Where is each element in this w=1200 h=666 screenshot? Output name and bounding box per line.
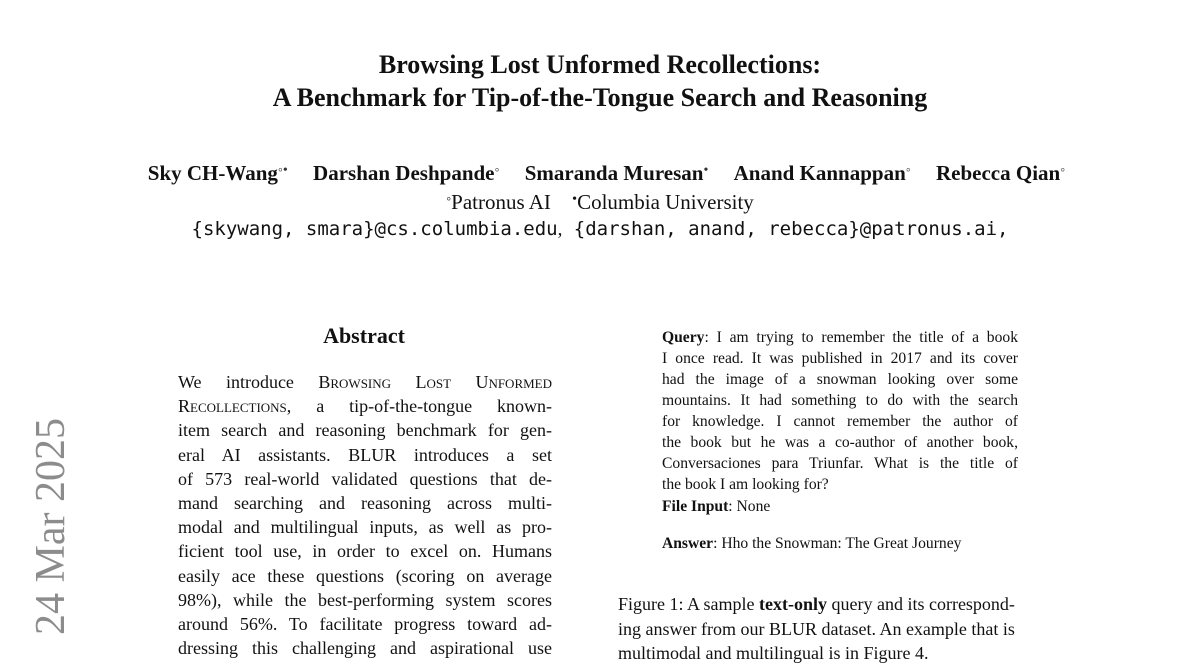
caption-text: query and its correspond- — [826, 594, 1015, 614]
figure-caption — [618, 592, 1038, 666]
abstract-body — [178, 370, 552, 660]
sc-rest: ost — [426, 372, 476, 392]
title-line-2: A Benchmark for Tip-of-the-Tongue Search and Reasoning — [272, 83, 928, 112]
paper-title — [0, 48, 1200, 114]
abstract-text: , a tip-of-the-tongue known- — [286, 396, 552, 417]
abstract-line: eral AI assistants. BLUR introduces a set — [178, 444, 552, 465]
figure-query — [662, 327, 1018, 495]
abstract-line: easily ace these questions (scoring on average — [178, 565, 552, 586]
affiliations — [0, 186, 1200, 216]
email-patronus: {darshan, anand, rebecca}@patronus.ai, — [573, 218, 1009, 240]
sc-initial: L — [415, 372, 427, 392]
abstract-heading: Abstract — [323, 323, 405, 348]
sc-initial: R — [178, 396, 191, 417]
figure-file-input — [662, 496, 770, 517]
affiliation-mark: ◦ — [494, 163, 500, 178]
query-label: Query — [662, 329, 705, 346]
title-line-1: Browsing Lost Unformed Recollections: — [378, 50, 822, 79]
author-name: Rebecca Qian — [936, 161, 1061, 185]
affiliation-patronus — [446, 190, 551, 214]
caption-line-1 — [618, 592, 1038, 617]
query-line: for knowledge. I cannot remember the author of — [662, 413, 1018, 430]
query-line: I once read. It was published in 2017 and its cover — [662, 350, 1018, 367]
affiliation-columbia — [572, 190, 754, 214]
abstract-line-2 — [178, 394, 552, 418]
answer-label: Answer — [662, 535, 714, 552]
author-name: Smaranda Muresan — [524, 161, 704, 185]
file-input-label: File Input — [662, 498, 729, 515]
figure-answer — [662, 533, 961, 554]
abstract-line: modal and multilingual inputs, as well as pro- — [178, 517, 552, 538]
query-line: Conversaciones para Triunfar. What is the title of — [662, 455, 1018, 472]
abstract-line: dressing this challenging and aspirational use — [178, 638, 552, 659]
author-emails — [0, 215, 1200, 244]
author-3 — [525, 161, 709, 185]
caption-line-2: ing answer from our BLUR dataset. An example that is — [618, 618, 1015, 639]
abstract-line: mand searching and reasoning across multi- — [178, 493, 552, 514]
caption-bold-text: text-only — [759, 594, 827, 614]
query-line-1 — [662, 327, 1018, 348]
query-text: : I am trying to remember the title of a book — [704, 329, 1018, 346]
abstract-line: ficient tool use, in order to excel on. Humans — [178, 541, 552, 562]
query-line: the book but he was a co-author of another book, — [662, 434, 1018, 451]
email-columbia: {skywang, smara}@cs.columbia.edu — [191, 218, 558, 240]
email-separator: , — [557, 219, 563, 240]
author-name: Sky CH-Wang — [147, 161, 278, 185]
file-input-value: : None — [728, 498, 771, 515]
answer-value: : Hho the Snowman: The Great Journey — [713, 535, 962, 552]
abstract-line: around 56%. To facilitate progress toward ad- — [178, 614, 552, 635]
abstract-line: item search and reasoning benchmark for gen- — [178, 420, 552, 441]
author-2 — [313, 161, 499, 185]
affiliation-mark: ◦• — [277, 163, 288, 178]
author-1 — [148, 161, 288, 185]
author-name: Anand Kannappan — [733, 161, 906, 185]
abstract-line: 98%), while the best-performing system scores — [178, 589, 552, 610]
abstract-line: of 573 real-world validated questions that de- — [178, 468, 552, 489]
sc-initial: U — [475, 372, 489, 392]
affiliation-mark: • — [703, 163, 709, 178]
affiliation-symbol: • — [572, 192, 578, 207]
author-list — [0, 157, 1200, 187]
affiliation-name: Columbia University — [577, 190, 754, 214]
affiliation-mark: ◦ — [1060, 163, 1066, 178]
sc-rest: ecollections — [190, 396, 287, 417]
abstract-text: We introduce — [178, 372, 319, 392]
affiliation-symbol: ◦ — [446, 192, 452, 207]
sc-rest: nformed — [488, 372, 553, 392]
query-line: the book I am looking for? — [662, 476, 829, 493]
abstract-line-1 — [178, 370, 552, 394]
author-name: Darshan Deshpande — [313, 161, 495, 185]
query-line: had the image of a snowman looking over some — [662, 371, 1018, 388]
benchmark-name — [318, 372, 552, 392]
query-line: mountains. It had something to do with the search — [662, 392, 1018, 409]
caption-text: Figure 1: A sample — [618, 594, 759, 614]
affiliation-mark: ◦ — [905, 163, 911, 178]
author-5 — [936, 161, 1065, 185]
affiliation-name: Patronus AI — [451, 190, 551, 214]
arxiv-date-stamp: 24 Mar 2025 — [28, 418, 74, 635]
author-4 — [734, 161, 911, 185]
sc-initial: B — [318, 372, 331, 392]
benchmark-name-cont — [178, 396, 287, 416]
caption-line-3: multimodal and multilingual is in Figure 4. — [618, 643, 929, 663]
sc-rest: rowsing — [330, 372, 416, 392]
